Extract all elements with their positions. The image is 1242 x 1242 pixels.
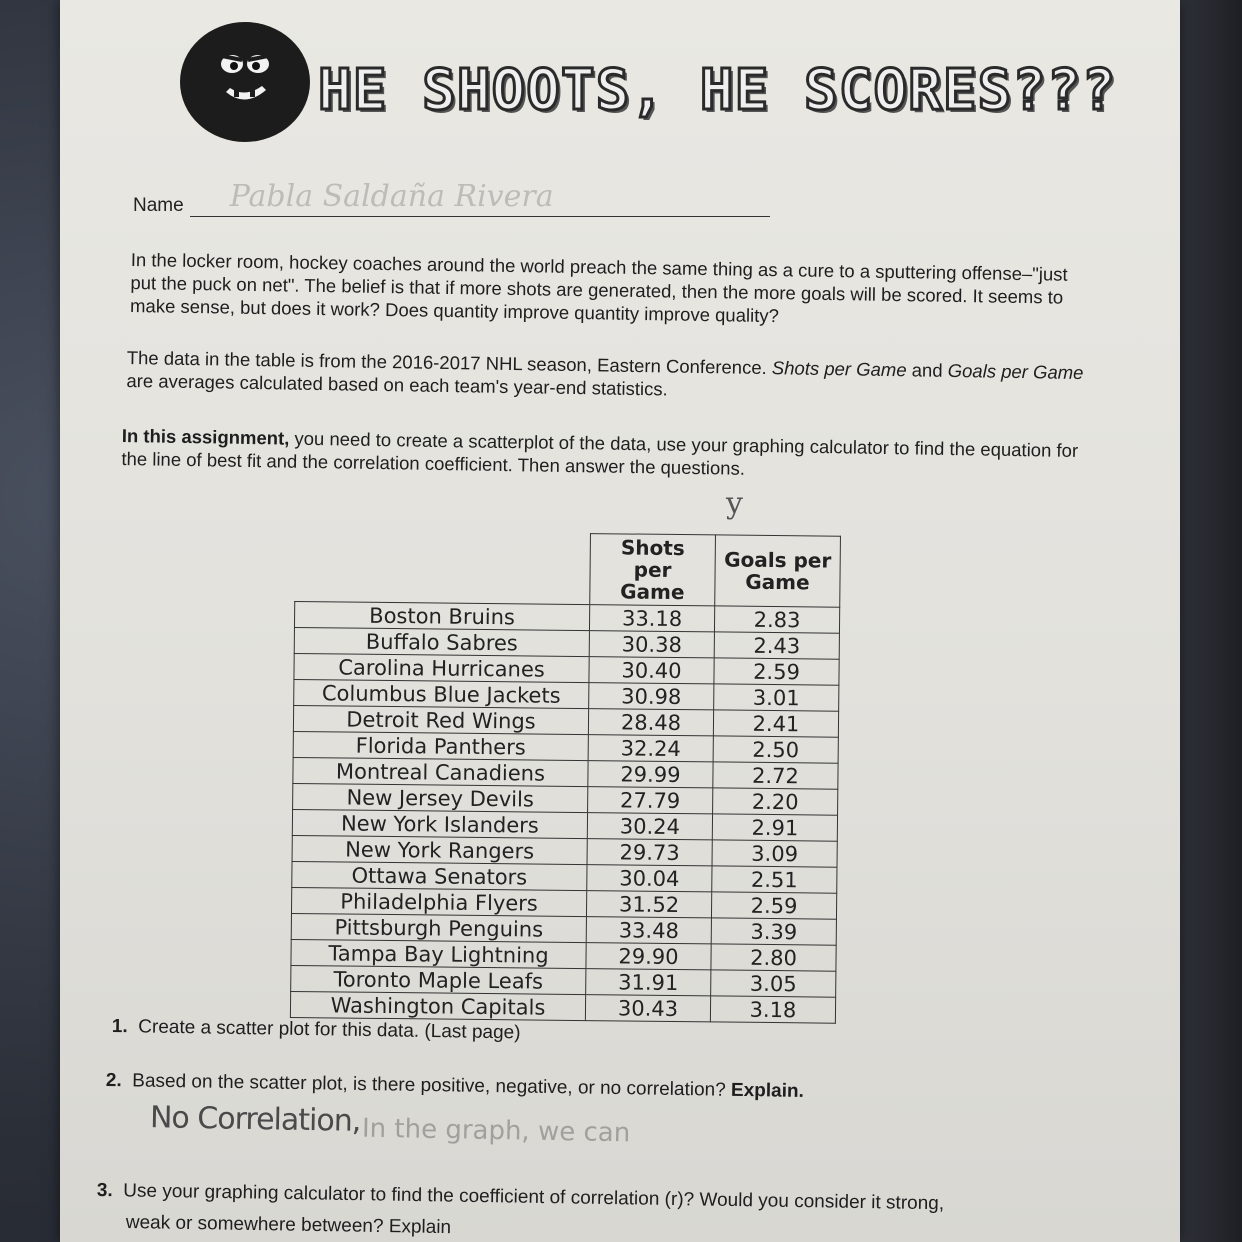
q2-number: 2. [105, 1070, 122, 1092]
table-row [290, 991, 835, 1023]
shots-cell: 30.43 [585, 995, 710, 1022]
q2-text: Based on the scatter plot, is there positive, negative, or no correlation? [132, 1070, 732, 1101]
team-cell: New York Islanders [292, 809, 587, 838]
p2-italic-goals: Goals per Game [947, 359, 1084, 384]
shots-cell: 33.48 [586, 917, 711, 944]
shots-cell: 30.98 [589, 683, 714, 710]
table-body [290, 602, 839, 1024]
team-cell: Columbus Blue Jackets [294, 679, 589, 708]
name-field [133, 179, 770, 217]
team-cell: Philadelphia Flyers [291, 887, 586, 916]
team-cell: New York Rangers [292, 835, 587, 864]
team-cell: Boston Bruins [294, 602, 589, 631]
team-cell: Carolina Hurricanes [294, 653, 589, 682]
team-cell: Toronto Maple Leafs [291, 965, 586, 994]
shots-cell: 28.48 [588, 709, 713, 736]
q1-text: Create a scatter plot for this data. (Last page) [138, 1016, 521, 1044]
team-cell: Detroit Red Wings [293, 705, 588, 734]
goals-cell: 2.41 [713, 710, 838, 737]
p2-text-start: The data in the table is from the 2016-2017 NHL season, Eastern Conference. [126, 346, 773, 379]
shots-cell: 27.79 [588, 787, 713, 814]
goals-cell: 3.18 [710, 996, 835, 1023]
shots-cell: 30.38 [589, 631, 714, 658]
goals-cell: 2.72 [713, 762, 838, 789]
q2-handwritten-answer: No Correlation, [149, 1100, 361, 1139]
q3-text: Use your graphing calculator to find the coefficient of correlation (r)? Would you consider it strong, [123, 1180, 945, 1215]
q2-bold: Explain. [730, 1079, 805, 1102]
nhl-stats-table [290, 530, 841, 1024]
header-goals: Goals per Game [715, 535, 841, 607]
data-table-wrapper [290, 530, 841, 1024]
header-shots: Shots per Game [590, 534, 716, 606]
team-cell: Montreal Canadiens [293, 757, 588, 786]
team-cell: Tampa Bay Lightning [291, 939, 586, 968]
team-cell: Pittsburgh Penguins [291, 913, 586, 942]
q3-number: 3. [96, 1180, 113, 1202]
goals-cell: 2.51 [712, 866, 837, 893]
p2-text-mid: and [906, 359, 948, 381]
shots-cell: 31.52 [586, 891, 711, 918]
goals-cell: 3.05 [711, 970, 836, 997]
shots-cell: 31.91 [586, 969, 711, 996]
shots-cell: 30.04 [587, 865, 712, 892]
team-cell: Ottawa Senators [292, 861, 587, 890]
goals-cell: 2.83 [714, 606, 839, 633]
shots-cell: 29.99 [588, 761, 713, 788]
goals-cell: 2.43 [714, 632, 839, 659]
shots-cell: 30.40 [589, 657, 714, 684]
q2-handwritten-faint: In the graph, we can [361, 1113, 631, 1149]
team-cell: Washington Capitals [290, 991, 585, 1020]
blank-header-cell [295, 531, 591, 605]
p3-text: you need to create a scatterplot of the data, use your graphing calculator to find the equation for the line of best fit and the correlation coefficient. Then answer the questions. [121, 427, 1079, 479]
name-input-line[interactable] [190, 179, 770, 217]
name-label: Name [133, 195, 184, 216]
goals-cell: 3.09 [712, 840, 837, 867]
shots-cell: 29.73 [587, 839, 712, 866]
puck-mascot-icon [180, 22, 310, 142]
question-3-line-2: weak or somewhere between? Explain [125, 1212, 452, 1239]
goals-cell: 2.91 [712, 814, 837, 841]
table-header-row [295, 531, 841, 608]
handwritten-y-mark: y [726, 486, 743, 521]
goals-cell: 2.59 [711, 892, 836, 919]
goals-cell: 2.50 [713, 736, 838, 763]
p2-italic-shots: Shots per Game [771, 357, 907, 381]
team-cell: New Jersey Devils [293, 783, 588, 812]
team-cell: Buffalo Sabres [294, 627, 589, 656]
p2-text-end: are averages calculated based on each team's year-end statistics. [126, 369, 668, 400]
paper-shadow-edge [1180, 0, 1242, 1242]
page-title: HE SHOOTS, HE SCORES??? [318, 58, 1117, 123]
team-cell: Florida Panthers [293, 731, 588, 760]
shots-cell: 32.24 [588, 735, 713, 762]
goals-cell: 2.59 [714, 658, 839, 685]
shots-cell: 30.24 [587, 813, 712, 840]
goals-cell: 3.01 [714, 684, 839, 711]
q1-number: 1. [111, 1016, 128, 1038]
name-handwriting: Pabla Saldaña Rivera [229, 179, 554, 214]
intro-paragraph-1: In the locker room, hockey coaches around the world preach the same thing as a cure to a sputtering offense–"just put the puck on net". The belief is that if more shots are generated, then the more goals will be scored. It seems to make sense, but does it work? Does quantity improve quantity improve quality? [129, 248, 1068, 327]
shots-cell: 29.90 [586, 943, 711, 970]
p3-bold-lead: In this assignment, [121, 424, 290, 449]
shots-cell: 33.18 [589, 605, 714, 632]
goals-cell: 3.39 [711, 918, 836, 945]
goals-cell: 2.80 [711, 944, 836, 971]
goals-cell: 2.20 [713, 788, 838, 815]
